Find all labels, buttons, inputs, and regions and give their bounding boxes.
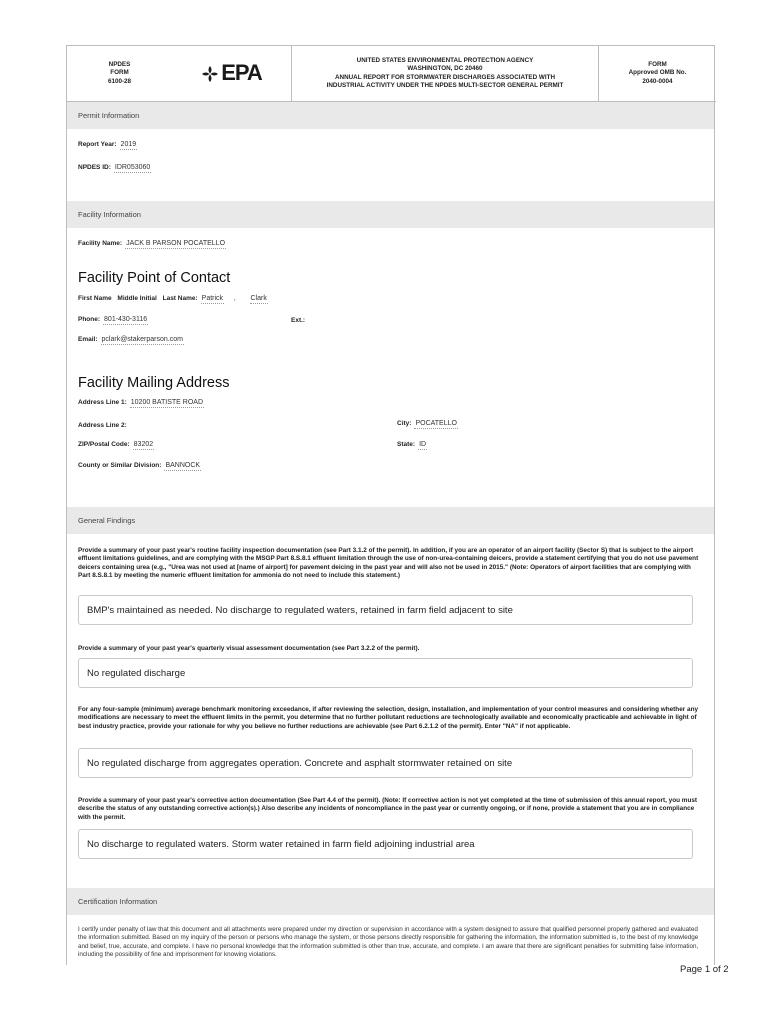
address-line-2-field — [78, 422, 127, 429]
form-id-line: FORM — [110, 69, 129, 77]
agency-block — [292, 46, 599, 101]
last-name-value: Clark — [250, 295, 267, 302]
state-value: ID — [419, 441, 427, 448]
phone-label: Phone: — [78, 316, 101, 323]
question-benchmark-exceedance: For any four-sample (minimum) average benchmark monitoring exceedance, if after reviewing the selection, design, installation, and implementation of your control measures and considering whether any modifications are necessary to meet the effluent limits in the permit, you determine that no further pollutant reductions are technologically available and economically practicable and achievable in light of best industry practice, provide your rationale for why you believe no further reductions are achievable (see Part 6.2.1.2 of the permit). Enter "NA" if not applicable. — [78, 706, 699, 730]
npdes-id-field — [78, 164, 151, 173]
phone-field — [78, 316, 148, 325]
zip-label: ZIP/Postal Code: — [78, 441, 130, 448]
section-general-findings: General Findings — [67, 507, 714, 534]
address-line-1-value: 10200 BATISTE ROAD — [130, 399, 203, 406]
mailing-heading: Facility Mailing Address — [78, 375, 230, 391]
first-name-label: First Name — [78, 295, 112, 302]
npdes-id-value: IDR053060 — [114, 164, 151, 171]
contact-name-field — [78, 295, 268, 304]
form-header — [67, 46, 716, 102]
agency-line: INDUSTRIAL ACTIVITY UNDER THE NPDES MULTI-SECTOR GENERAL PERMIT — [326, 82, 564, 89]
city-field — [397, 420, 458, 429]
section-facility-information: Facility Information — [67, 201, 714, 228]
last-name-label: Last Name: — [162, 295, 198, 302]
city-value: POCATELLO — [415, 420, 457, 427]
epa-logo-block — [172, 46, 292, 101]
email-field — [78, 336, 184, 345]
answer-inspection-summary[interactable]: BMP's maintained as needed. No discharge to regulated waters, retained in farm field adjacent to site — [78, 595, 693, 625]
question-visual-assessment: Provide a summary of your past year's quarterly visual assessment documentation (see Part 3.2.2 of the permit). — [78, 645, 420, 652]
county-label: County or Similar Division: — [78, 462, 162, 469]
question-inspection-summary: Provide a summary of your past year's routine facility inspection documentation (see Part 3.1.2 of the permit). In addition, if you are an operator of an airport facility (Sector S) that is subject to the airport effluent limitations guidelines, and are complying with the MSGP Part 8.S.8.1 effluent limitation through the use of non-urea-containing deicers, provide a statement certifying that you do not use pavement deicers containing urea (e.g., "Urea was not used at [name of airport] for pavement deicing in the past year and will also not be used in 2015." (Note: Operators of airport facilities that are complying with Part 8.S.8.1 by meeting the numeric effluent limitation for ammonia do not need to include this statement.) — [78, 547, 699, 580]
city-label: City: — [397, 420, 412, 427]
address-line-2-label: Address Line 2: — [78, 422, 127, 429]
county-field — [78, 462, 201, 471]
zip-value: 83202 — [133, 441, 154, 448]
zip-field — [78, 441, 154, 450]
question-corrective-action: Provide a summary of your past year's corrective action documentation (See Part 4.4 of the permit). (Note: If corrective action is not yet completed at the time of submission of this annual report, you must describe the status of any outstanding corrective action(s).) Also describe any incidents of noncompliance in the past year or currently ongoing, or if none, provide a statement that you are in compliance with the permit. — [78, 797, 698, 821]
facility-name-field — [78, 240, 226, 249]
form-info-line: Approved OMB No. — [628, 69, 687, 77]
certification-statement: I certify under penalty of law that this document and all attachments were prepared under my direction or supervision in accordance with a system designed to assure that qualified personnel properly gathered and evaluated the information submitted. Based on my inquiry of the person or persons who manage the system, or those persons directly responsible for gathering the information, the information submitted is, to the best of my knowledge and belief, true, accurate, and complete. I have no personal knowledge that the information submitted is other than true, accurate, and complete. I am aware that there are significant penalties for submitting false information, including the possibility of fine and imprisonment for knowing violations. — [78, 926, 699, 958]
state-field — [397, 441, 427, 450]
name-separator: , — [233, 295, 236, 302]
email-label: Email: — [78, 336, 98, 343]
answer-corrective-action[interactable]: No discharge to regulated waters. Storm water retained in farm field adjoining industrial area — [78, 829, 693, 859]
ext-field — [291, 317, 305, 324]
form-info-line: FORM — [648, 60, 667, 68]
form-info-line: 2040-0004 — [642, 77, 673, 85]
section-certification-information: Certification Information — [67, 888, 714, 915]
section-permit-information: Permit Information — [67, 102, 714, 129]
form-id-line: NPDES — [108, 60, 131, 68]
answer-benchmark-exceedance[interactable]: No regulated discharge from aggregates operation. Concrete and asphalt stormwater retained on site — [78, 748, 693, 778]
form-approval-block — [599, 46, 716, 101]
address-line-1-field — [78, 399, 204, 408]
email-value: pclark@stakerparson.com — [101, 336, 183, 343]
facility-name-value: JACK B PARSON POCATELLO — [126, 240, 226, 247]
agency-line: UNITED STATES ENVIRONMENTAL PROTECTION AGENCY — [356, 56, 534, 64]
first-name-value: Patrick — [201, 295, 224, 302]
facility-name-label: Facility Name: — [78, 240, 123, 247]
form-id-block — [67, 46, 172, 101]
npdes-id-label: NPDES ID: — [78, 164, 111, 171]
page-number: Page 1 of 2 — [680, 964, 729, 975]
state-label: State: — [397, 441, 416, 448]
agency-line: WASHINGTON, DC 20460 — [407, 65, 483, 72]
epa-logo-text: EPA — [221, 60, 262, 86]
form-page — [66, 45, 715, 965]
epa-flower-icon — [201, 65, 219, 83]
report-year-field — [78, 141, 137, 150]
answer-visual-assessment[interactable]: No regulated discharge — [78, 658, 693, 688]
county-value: BANNOCK — [165, 462, 201, 469]
ext-label: Ext.: — [291, 317, 306, 324]
report-year-value: 2019 — [120, 141, 137, 148]
report-year-label: Report Year: — [78, 141, 117, 148]
form-id-line: 6100-28 — [107, 77, 132, 85]
contact-heading: Facility Point of Contact — [78, 270, 231, 286]
epa-logo — [201, 60, 262, 86]
phone-value: 801-430-3116 — [104, 316, 148, 323]
middle-initial-label: Middle Initial — [117, 295, 157, 302]
address-line-1-label: Address Line 1: — [78, 399, 127, 406]
agency-line: ANNUAL REPORT FOR STORMWATER DISCHARGES ASSOCIATED WITH — [334, 73, 556, 81]
